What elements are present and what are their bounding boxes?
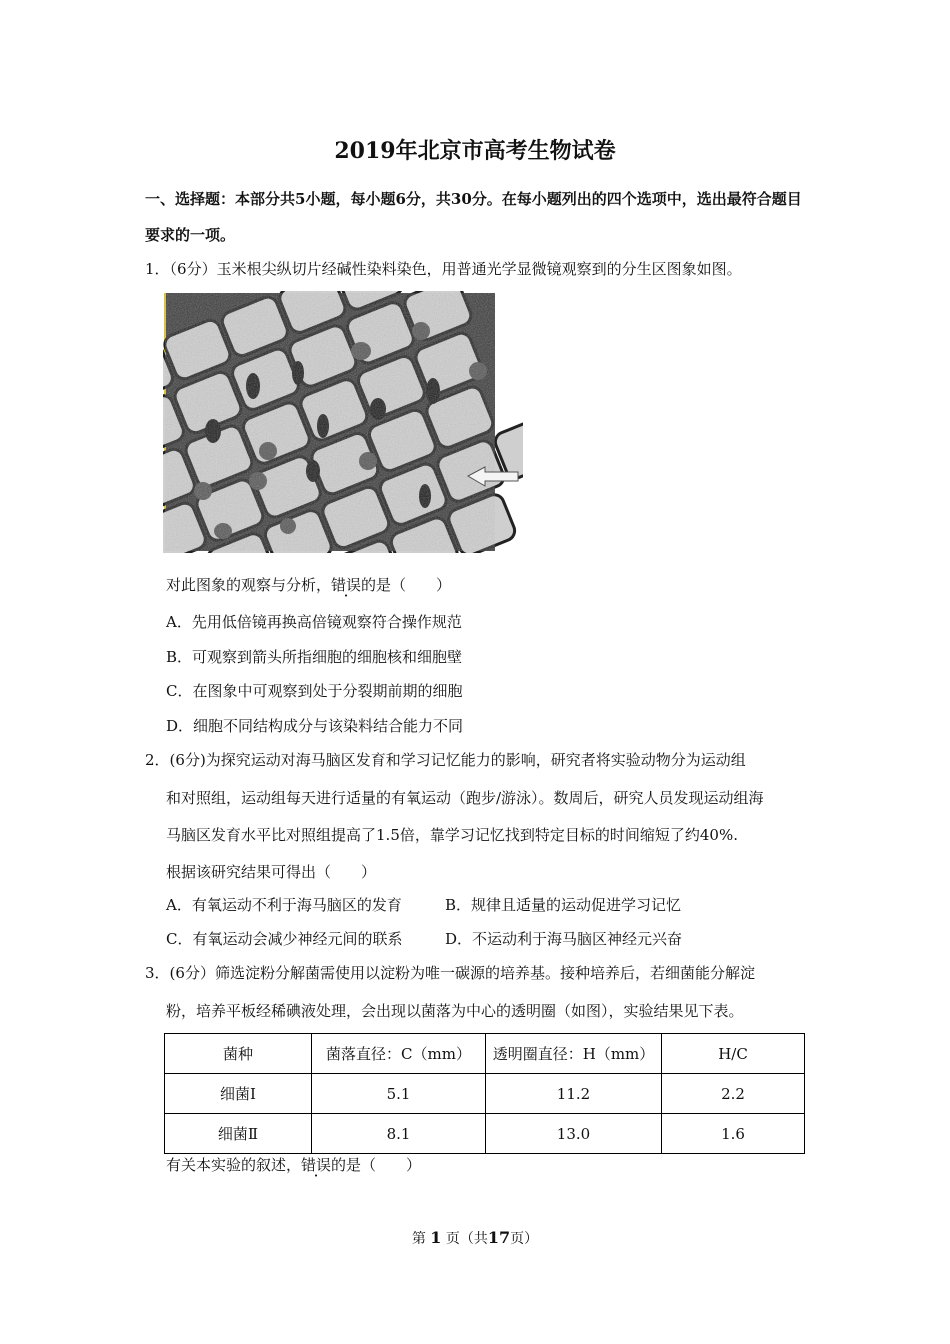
q3-line-2: 粉，培养平板经稀碘液处理，会出现以菌落为中心的透明圈（如图），实验结果见下表。: [166, 1002, 744, 1020]
table-cell: 13.0: [486, 1114, 662, 1154]
q2-option-b: B．规律且适量的运动促进学习记忆: [445, 896, 682, 914]
q1-option-c: C．在图象中可观察到处于分裂期前期的细胞: [166, 682, 463, 700]
table-cell: 2.2: [662, 1074, 805, 1114]
table-header-row: [165, 1034, 805, 1074]
q1-ask-pre: 对此图象的观察与分析，: [166, 576, 332, 594]
footer-post: 页）: [510, 1231, 539, 1247]
table-cell: 1.6: [662, 1114, 805, 1154]
q3-ask-emphasis: 错误: [301, 1156, 332, 1174]
footer-mid: 页（共: [445, 1231, 488, 1247]
table-cell: 5.1: [312, 1074, 486, 1114]
q1-stem: 1．（6分）玉米根尖纵切片经碱性染料染色，用普通光学显微镜观察到的分生区图象如图。: [145, 260, 742, 278]
section-heading: 一、选择题：本部分共5小题，每小题6分，共30分。在每小题列出的四个选项中，选出最符合题目要求的一项。: [145, 190, 802, 244]
table-header-cell: 透明圈直径：H（mm）: [486, 1034, 662, 1074]
table-cell: 8.1: [312, 1114, 486, 1154]
q3-ask-post: 的是（ ）: [331, 1156, 422, 1174]
q1-ask-emphasis: 错误: [331, 576, 362, 594]
table-cell: 细菌Ⅰ: [165, 1074, 312, 1114]
page-title: 2019年北京市高考生物试卷: [334, 138, 616, 164]
results-table: [164, 1033, 805, 1154]
q1-option-a: A．先用低倍镜再换高倍镜观察符合操作规范: [166, 613, 462, 631]
q3-line-1: 3．(6分）筛选淀粉分解菌需使用以淀粉为唯一碳源的培养基。接种培养后，若细菌能分解淀: [145, 964, 755, 982]
micrograph-image: [163, 291, 523, 553]
footer-pre: 第: [411, 1231, 426, 1247]
table-row: [165, 1074, 805, 1114]
q3-ask: [166, 1155, 421, 1175]
table-header-cell: H/C: [662, 1034, 805, 1074]
q2-line-2: 和对照组，运动组每天进行适量的有氧运动（跑步/游泳）。数周后，研究人员发现运动组海: [166, 789, 764, 807]
q3-ask-pre: 有关本实验的叙述，: [166, 1156, 302, 1174]
table-header-cell: 菌落直径：C（mm）: [312, 1034, 486, 1074]
q2-option-a: A．有氧运动不利于海马脑区的发育: [166, 896, 402, 914]
q1-option-d: D．细胞不同结构成分与该染料结合能力不同: [166, 717, 464, 735]
q2-option-c: C．有氧运动会减少神经元间的联系: [166, 930, 403, 948]
table-cell: 11.2: [486, 1074, 662, 1114]
footer-total-pages: 17: [487, 1228, 511, 1247]
q2-line-3: 马脑区发育水平比对照组提高了1.5倍，靠学习记忆找到特定目标的时间缩短了约40%.: [166, 826, 738, 844]
q2-line-4: 根据该研究结果可得出（ ）: [166, 863, 377, 881]
page-footer: [0, 1228, 950, 1248]
q2-line-1: 2．(6分)为探究运动对海马脑区发育和学习记忆能力的影响，研究者将实验动物分为运动组: [145, 751, 746, 769]
q1-option-b: B．可观察到箭头所指细胞的细胞核和细胞壁: [166, 648, 463, 666]
footer-page-number: 1: [430, 1228, 442, 1247]
table-header-cell: 菌种: [165, 1034, 312, 1074]
table-row: [165, 1114, 805, 1154]
q1-ask-post: 的是（ ）: [361, 576, 452, 594]
q2-option-d: D．不运动利于海马脑区神经元兴奋: [445, 930, 683, 948]
table-cell: 细菌Ⅱ: [165, 1114, 312, 1154]
q1-ask: [166, 575, 451, 595]
